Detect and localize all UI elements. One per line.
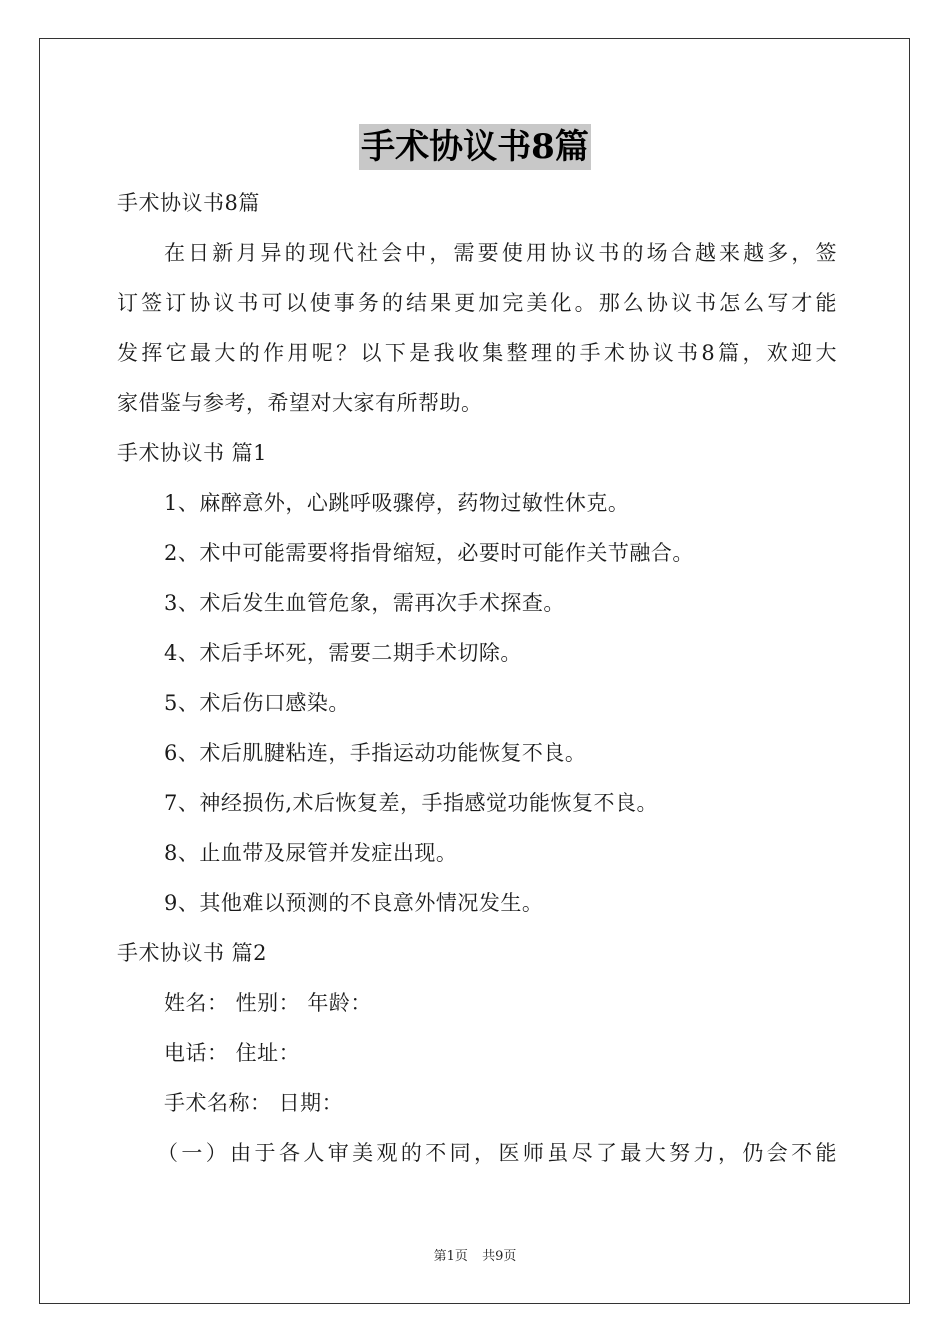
- text-line: 9、其他难以预测的不良意外情况发生。: [164, 891, 544, 915]
- text-line: 7、神经损伤,术后恢复差，手指感觉功能恢复不良。: [164, 791, 659, 815]
- text-line: 订签订协议书可以使事务的结果更加完美化。那么协议书怎么写才能: [117, 291, 837, 315]
- document-body: [117, 178, 837, 1178]
- text-line: （一）由于各人审美观的不同，医师虽尽了最大努力，仍会不能: [157, 1141, 837, 1165]
- text-line: 手术名称： 日期：: [164, 1091, 344, 1115]
- text-line: 3、术后发生血管危象，需再次手术探查。: [164, 591, 565, 615]
- section-heading: 手术协议书 篇2: [117, 941, 268, 965]
- text-line: 8、止血带及尿管并发症出现。: [164, 841, 458, 865]
- text-line: 电话： 住址：: [164, 1041, 301, 1065]
- title-container: [0, 124, 950, 170]
- section-heading: 手术协议书 篇1: [117, 441, 268, 465]
- text-line: 2、术中可能需要将指骨缩短，必要时可能作关节融合。: [164, 541, 694, 565]
- text-line: 姓名： 性别： 年龄：: [164, 991, 372, 1015]
- page-footer: [0, 1245, 950, 1264]
- text-line: 6、术后肌腱粘连，手指运动功能恢复不良。: [164, 741, 587, 765]
- text-line: 1、麻醉意外，心跳呼吸骤停，药物过敏性休克。: [164, 491, 630, 515]
- text-line: 4、术后手坏死，需要二期手术切除。: [164, 641, 522, 665]
- section-heading: 手术协议书8篇: [117, 191, 260, 215]
- page-total: 共9页: [482, 1249, 517, 1264]
- text-line: 发挥它最大的作用呢？以下是我收集整理的手术协议书8篇，欢迎大: [117, 341, 837, 365]
- text-line: 5、术后伤口感染。: [164, 691, 350, 715]
- document-title: 手术协议书8篇: [359, 124, 591, 170]
- page-number: 第1页: [433, 1249, 468, 1264]
- text-line: 家借鉴与参考，希望对大家有所帮助。: [117, 391, 483, 415]
- text-line: 在日新月异的现代社会中，需要使用协议书的场合越来越多，签: [164, 241, 837, 265]
